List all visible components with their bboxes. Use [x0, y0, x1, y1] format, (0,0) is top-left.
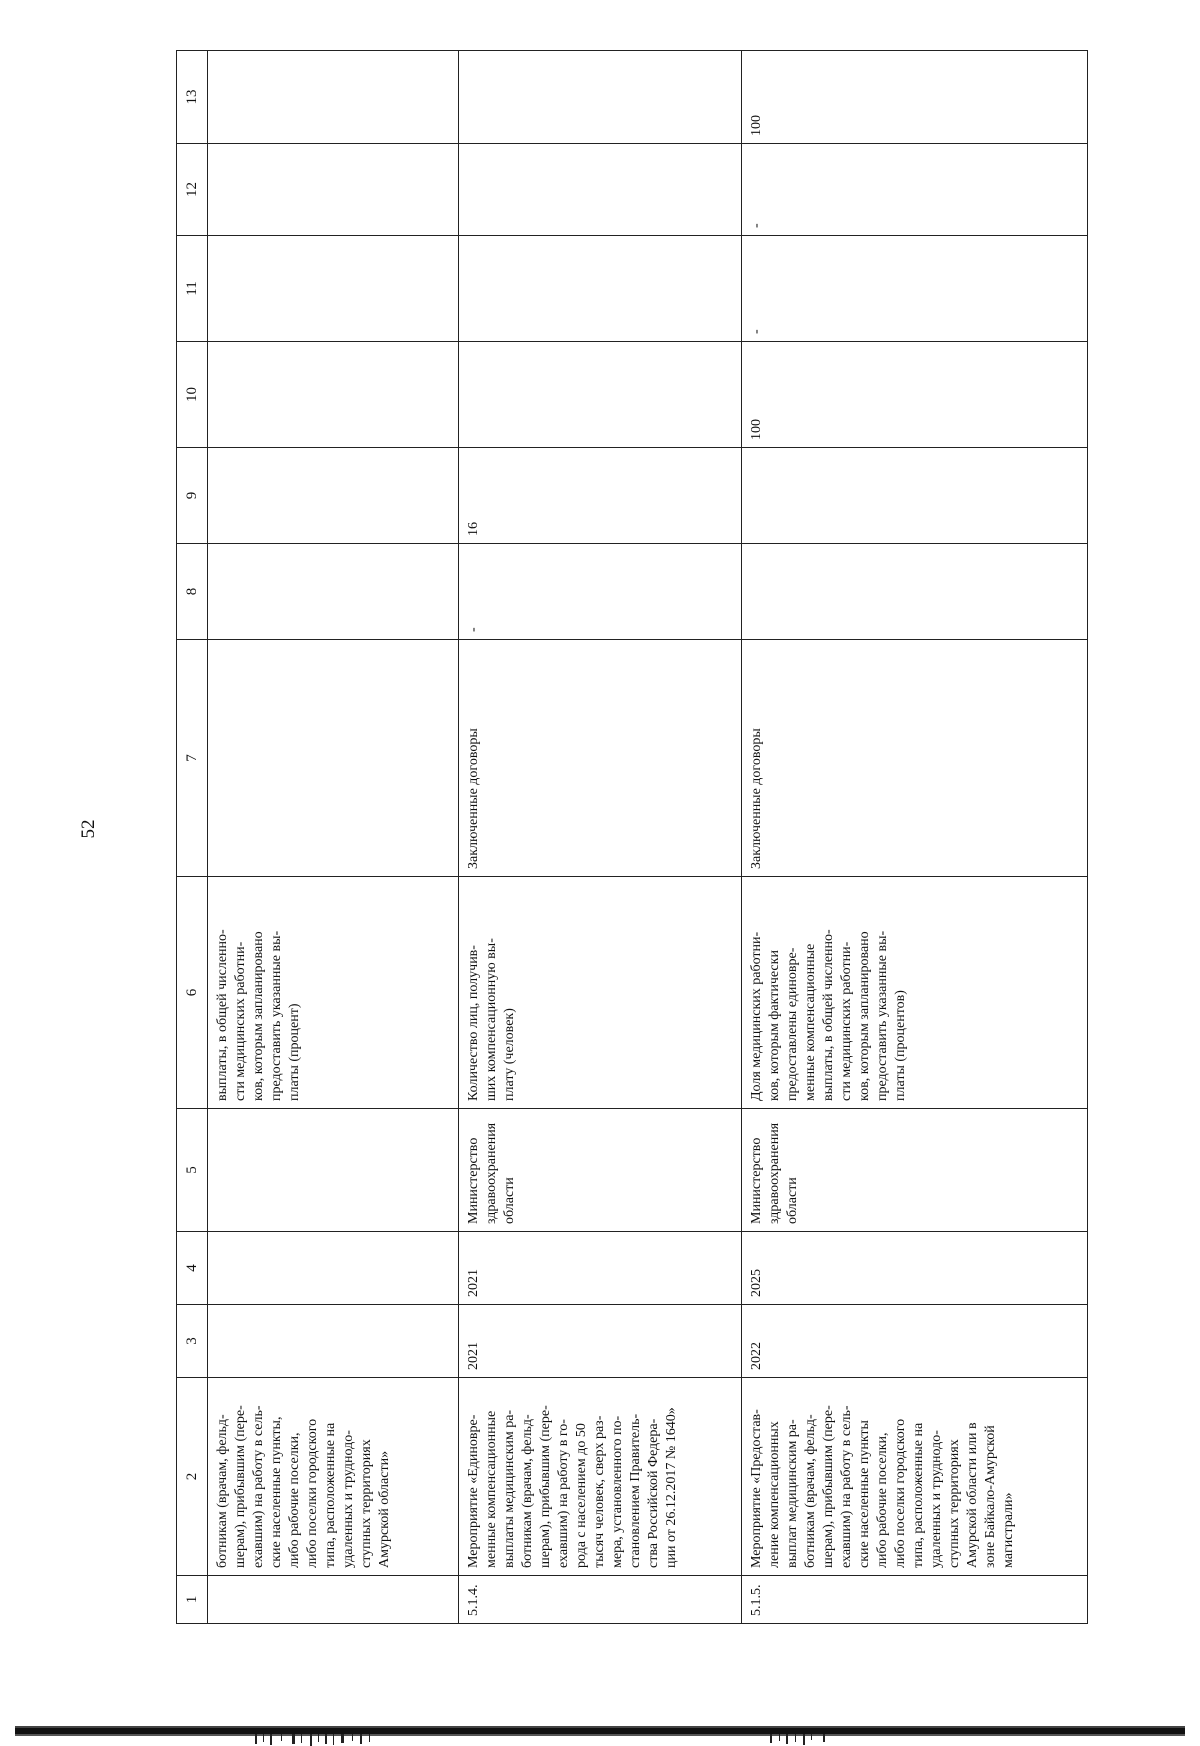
header-cell-13: 13	[177, 51, 208, 144]
header-row	[177, 51, 208, 1624]
cell-indicator: Количество лиц, получив- ших компенсационную вы- плату (человек)	[459, 877, 742, 1109]
cell-number: 5.1.4.	[459, 1576, 742, 1624]
cell-end-year: 2025	[742, 1232, 1088, 1305]
table-container	[176, 51, 1048, 1624]
cell-end-year: 2021	[459, 1232, 742, 1305]
header-cell-2: 2	[177, 1378, 208, 1576]
header-cell-4: 4	[177, 1232, 208, 1305]
cell-executor: Министерство здравоохранения области	[459, 1109, 742, 1232]
cell-event: Мероприятие «Единовре- менные компенсационные выплаты медицинским ра- ботникам (врачам, фельд- шерам), прибывшим (пере- ехавшим) на работу в го- рода с населением до 50 тысяч человек, сверх раз- мера, установленного по- становлением Правитель- ства Российской Федера- ции от 26.12.2017 № 1640»	[459, 1378, 742, 1576]
cell-start-year: 2022	[742, 1305, 1088, 1378]
header-cell-9: 9	[177, 448, 208, 544]
cell-col-12	[459, 144, 742, 236]
cell-col-10	[459, 342, 742, 448]
table-row	[742, 51, 1088, 1624]
cell-indicator: выплаты, в общей численно- сти медицинских работни- ков, которым запланировано предоставить указанные вы- платы (процент)	[208, 877, 459, 1109]
cell-start-year	[208, 1305, 459, 1378]
measures-table	[176, 50, 1088, 1624]
cell-indicator: Доля медицинских работни- ков, которым фактически предоставлены единовре- менные компенсационные выплаты, в общей численно- сти медицинских работни- ков, которым запланировано предоставить указанные вы- платы (процентов)	[742, 877, 1088, 1109]
cell-col-9	[742, 448, 1088, 544]
header-cell-6: 6	[177, 877, 208, 1109]
cell-executor: Министерство здравоохранения области	[742, 1109, 1088, 1232]
cell-event: Мероприятие «Предостав- ление компенсационных выплат медицинским ра- ботникам (врачам, фельд- шерам), прибывшим (пере- ехавшим) на работу в сель- ские населенные пункты либо рабочие поселки, либо поселки городского типа, расположенные на удаленных и труднодо- ступных территориях Амурской области или в зоне Байкало-Амурской магистрали»	[742, 1378, 1088, 1576]
cell-start-year: 2021	[459, 1305, 742, 1378]
header-cell-3: 3	[177, 1305, 208, 1378]
rotated-table-wrapper	[176, 51, 1048, 1624]
cell-col-9: 16	[459, 448, 742, 544]
cell-col-11	[459, 236, 742, 342]
scan-edge-artifact	[0, 1717, 1200, 1746]
cell-end-year	[208, 1232, 459, 1305]
cell-col-13: 100	[742, 51, 1088, 144]
cell-number	[208, 1576, 459, 1624]
cell-col-11	[208, 236, 459, 342]
header-cell-1: 1	[177, 1576, 208, 1624]
header-cell-11: 11	[177, 236, 208, 342]
cell-event: ботникам (врачам, фельд- шерам), прибывшим (пере- ехавшим) на работу в сель- ские населенные пункты, либо рабочие поселки, либо поселки городского типа, расположенные на удаленных и труднодо- ступных территориях Амурской области»	[208, 1378, 459, 1576]
table-row	[459, 51, 742, 1624]
header-cell-7: 7	[177, 640, 208, 877]
cell-col-8	[208, 544, 459, 640]
header-cell-8: 8	[177, 544, 208, 640]
cell-executor	[208, 1109, 459, 1232]
header-cell-5: 5	[177, 1109, 208, 1232]
table-row	[208, 51, 459, 1624]
cell-col-11: -	[742, 236, 1088, 342]
cell-col-8	[742, 544, 1088, 640]
cell-col-12: -	[742, 144, 1088, 236]
cell-col-13	[459, 51, 742, 144]
header-cell-12: 12	[177, 144, 208, 236]
cell-col-10: 100	[742, 342, 1088, 448]
cell-source	[208, 640, 459, 877]
cell-col-12	[208, 144, 459, 236]
cell-col-13	[208, 51, 459, 144]
cell-source: Заключенные договоры	[459, 640, 742, 877]
cell-col-9	[208, 448, 459, 544]
cell-number: 5.1.5.	[742, 1576, 1088, 1624]
cell-source: Заключенные договоры	[742, 640, 1088, 877]
header-cell-10: 10	[177, 342, 208, 448]
page-number: 52	[78, 819, 99, 839]
cell-col-10	[208, 342, 459, 448]
cell-col-8: -	[459, 544, 742, 640]
